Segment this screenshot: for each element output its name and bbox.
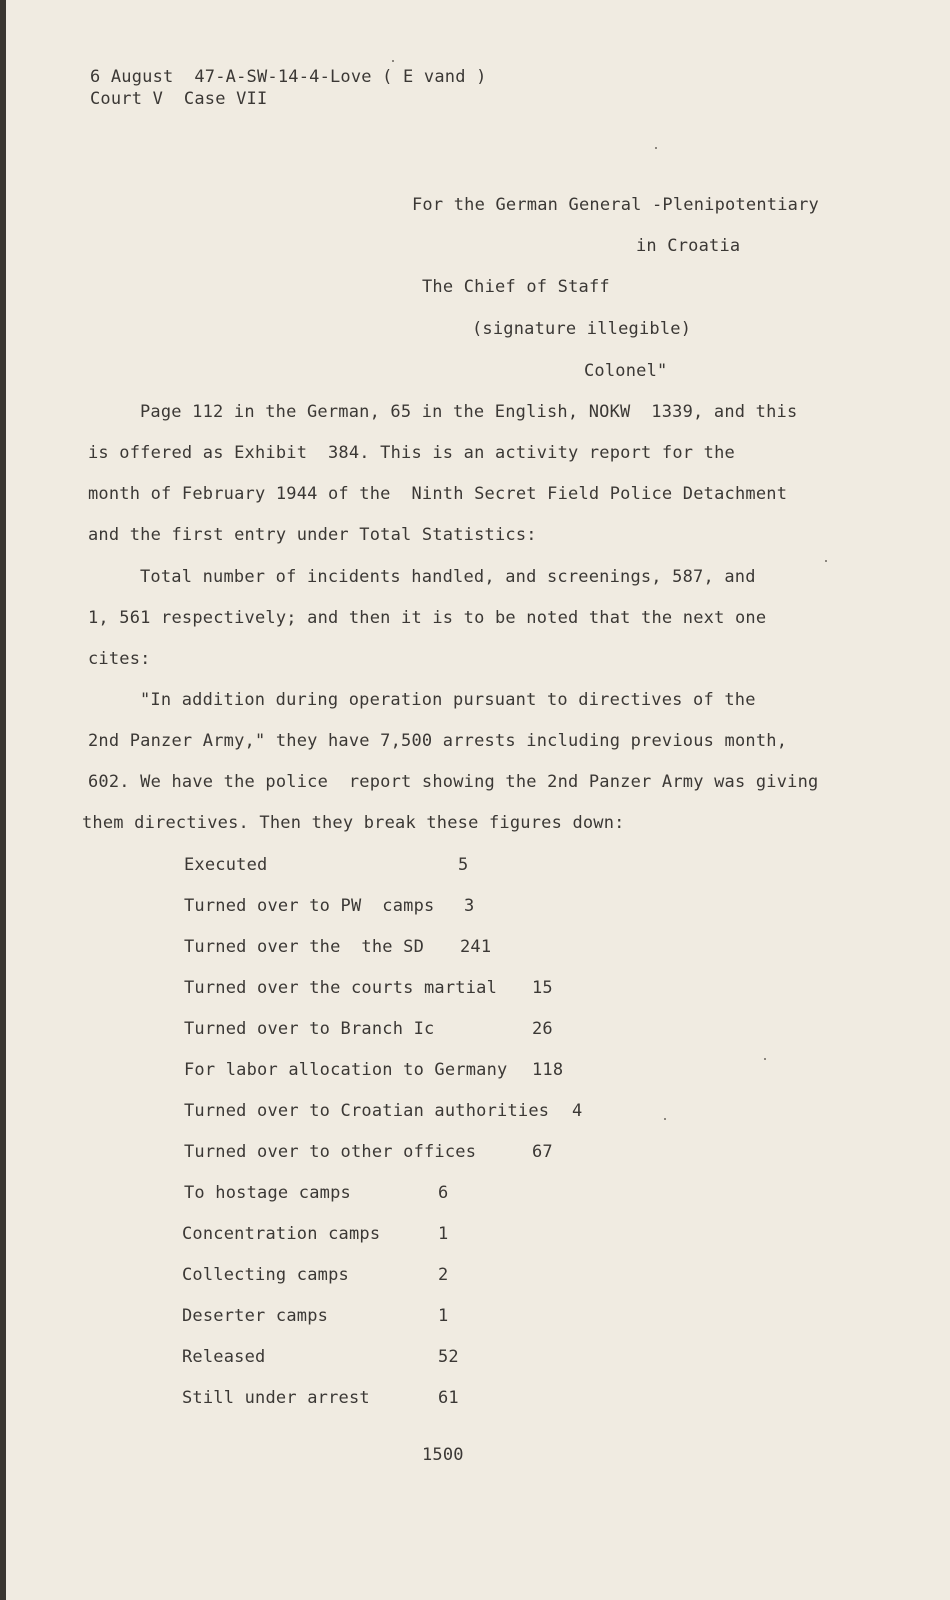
figure-label: To hostage camps <box>184 1183 351 1203</box>
figure-value: 3 <box>464 896 475 916</box>
figure-value: 67 <box>532 1142 553 1162</box>
figure-label: For labor allocation to Germany <box>184 1060 508 1080</box>
figure-label: Turned over to other offices <box>184 1142 477 1162</box>
figure-label: Deserter camps <box>182 1306 329 1326</box>
figure-label: Collecting camps <box>182 1265 349 1285</box>
figure-label: Released <box>182 1347 266 1367</box>
paper-speck <box>655 147 657 149</box>
figure-label: Turned over the courts martial <box>184 978 498 998</box>
figure-value: 52 <box>438 1347 459 1367</box>
signature-line-2: in Croatia <box>636 236 741 256</box>
figure-value: 26 <box>532 1019 553 1039</box>
figure-label: Concentration camps <box>182 1224 381 1244</box>
figure-value: 6 <box>438 1183 449 1203</box>
figure-label: Executed <box>184 855 268 875</box>
body-line: month of February 1944 of the Ninth Secret Field Police Detachment <box>88 484 788 504</box>
figure-label: Turned over the the SD <box>184 937 425 957</box>
header-line-2: Court V Case VII <box>90 89 268 109</box>
figure-value: 4 <box>572 1101 583 1121</box>
paper-speck <box>664 1118 666 1120</box>
signature-line-5: Colonel" <box>584 361 668 381</box>
body-line: and the first entry under Total Statistics: <box>88 525 537 545</box>
document-page <box>6 0 950 1600</box>
figure-value: 118 <box>532 1060 564 1080</box>
figure-value: 5 <box>458 855 469 875</box>
paper-speck <box>392 60 394 62</box>
body-line: Total number of incidents handled, and screenings, 587, and <box>140 567 756 587</box>
paper-speck <box>764 1058 766 1060</box>
body-line: 602. We have the police report showing the 2nd Panzer Army was giving <box>88 772 819 792</box>
figure-value: 2 <box>438 1265 449 1285</box>
paper-speck <box>825 560 827 562</box>
figure-label: Still under arrest <box>182 1388 370 1408</box>
body-line: is offered as Exhibit 384. This is an activity report for the <box>88 443 735 463</box>
figure-label: Turned over to PW camps <box>184 896 435 916</box>
page-number: 1500 <box>422 1445 464 1465</box>
figure-label: Turned over to Branch Ic <box>184 1019 435 1039</box>
body-line: 1, 561 respectively; and then it is to be noted that the next one <box>88 608 767 628</box>
body-line: cites: <box>88 649 151 669</box>
figure-label: Turned over to Croatian authorities <box>184 1101 550 1121</box>
signature-line-3: The Chief of Staff <box>422 277 610 297</box>
figure-value: 15 <box>532 978 553 998</box>
body-line: "In addition during operation pursuant to directives of the <box>140 690 756 710</box>
header-line-1: 6 August 47-A-SW-14-4-Love ( E vand ) <box>90 67 487 87</box>
signature-line-1: For the German General -Plenipotentiary <box>412 195 819 215</box>
figure-value: 1 <box>438 1306 449 1326</box>
figure-value: 241 <box>460 937 492 957</box>
signature-line-4: (signature illegible) <box>472 319 692 339</box>
figure-value: 61 <box>438 1388 459 1408</box>
body-line: them directives. Then they break these figures down: <box>82 813 625 833</box>
body-line: Page 112 in the German, 65 in the English, NOKW 1339, and this <box>140 402 798 422</box>
body-line: 2nd Panzer Army," they have 7,500 arrests including previous month, <box>88 731 788 751</box>
figure-value: 1 <box>438 1224 449 1244</box>
